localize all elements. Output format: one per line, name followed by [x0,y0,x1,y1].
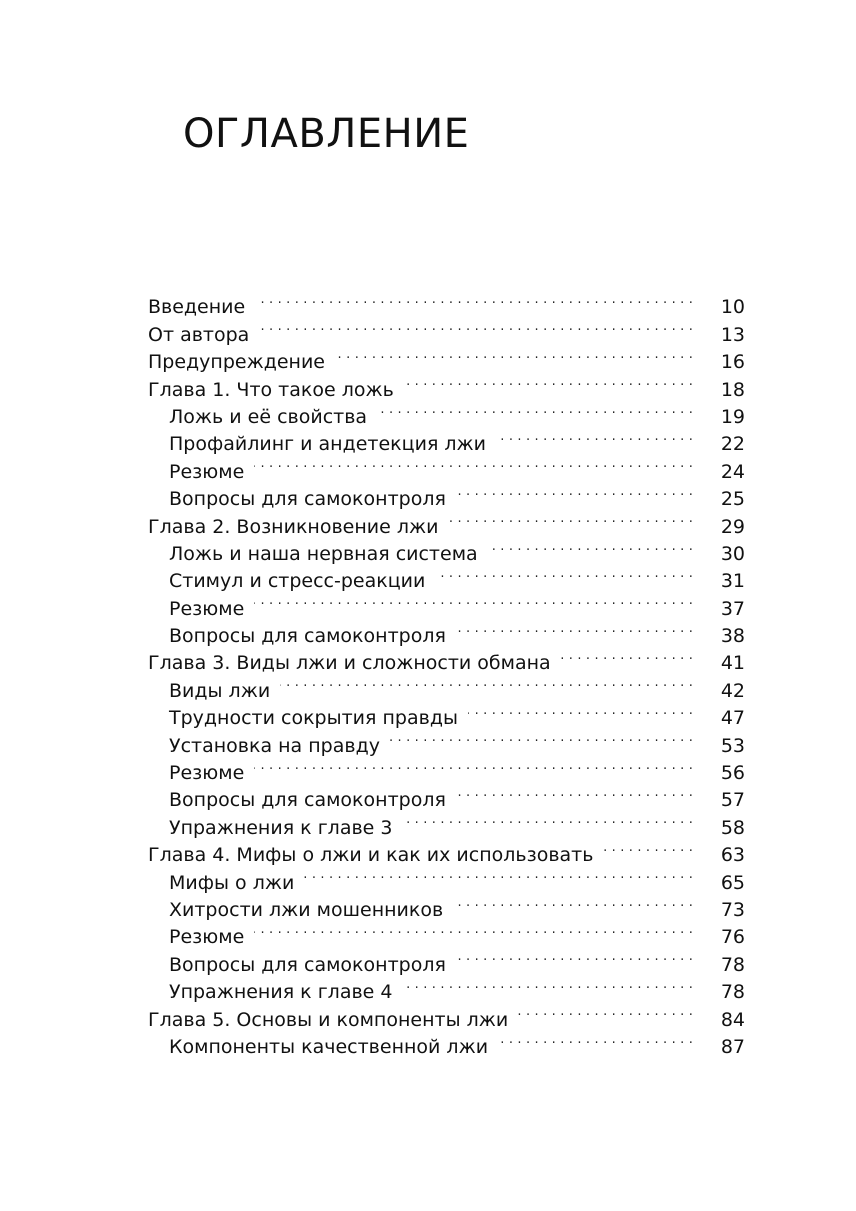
toc-entry-page: 78 [720,981,745,1004]
dot-leader [456,478,693,505]
toc-entry-label: Резюме [169,597,245,620]
toc-entry-label: Резюме [169,460,245,483]
dot-leader [456,943,693,970]
toc-entry-page: 30 [720,542,745,565]
toc-entry-label: Вопросы для самоконтроля [169,953,446,976]
dot-leader [448,505,693,532]
dot-leader [377,396,693,423]
toc-entry-label: Мифы о лжи [169,871,295,894]
toc-entry-label: Глава 1. Что такое ложь [148,378,394,401]
dot-leader [498,1026,693,1053]
toc-entry-page: 57 [720,789,745,812]
dot-leader [453,889,693,916]
toc-entry-page: 56 [720,762,745,785]
toc-entry-page: 29 [720,515,745,538]
toc-entry-label: Резюме [169,762,245,785]
dot-leader [404,368,693,395]
toc-entry-page: 31 [720,570,745,593]
toc-entry-page: 22 [720,433,745,456]
toc-entry-label: Введение [148,296,246,319]
dot-leader [254,587,693,614]
toc-entry-page: 16 [720,351,745,374]
toc-entry-page: 19 [720,405,745,428]
toc-entry-page: 10 [720,296,745,319]
toc-entry-label: Глава 3. Виды лжи и сложности обмана [148,652,551,675]
dot-leader [402,806,693,833]
page-title: ОГЛАВЛЕНИЕ [183,111,470,157]
toc-entry-page: 47 [720,707,745,730]
dot-leader [335,341,693,368]
toc-entry-label: Глава 5. Основы и компоненты лжи [148,1008,509,1031]
toc-entry-label: Глава 2. Возникновение лжи [148,515,439,538]
dot-leader [390,724,693,751]
dot-leader [468,697,693,724]
toc-entry-page: 24 [720,460,745,483]
toc-entry-page: 25 [720,488,745,511]
toc-entry-label: Глава 4. Мифы о лжи и как их использовать [148,844,594,867]
dot-leader [435,560,693,587]
toc-entry-label: Компоненты качественной лжи [169,1035,489,1058]
toc-entry-label: Ложь и наша нервная система [169,542,478,565]
toc-entry[interactable] [148,286,745,319]
toc-entry-page: 41 [720,652,745,675]
dot-leader [254,916,693,943]
toc-entry-label: Упражнения к главе 3 [169,816,393,839]
dot-leader [280,669,693,696]
toc-entry-label: Резюме [169,926,245,949]
toc-entry-page: 58 [720,816,745,839]
dot-leader [254,752,693,779]
toc-entry-label: Ложь и её свойства [169,405,368,428]
toc-entry-page: 37 [720,597,745,620]
dot-leader [255,286,693,313]
toc-entry-page: 65 [720,871,745,894]
toc-entry-page: 84 [720,1008,745,1031]
toc-entry-page: 73 [720,898,745,921]
toc-entry-label: Виды лжи [169,679,271,702]
dot-leader [496,423,693,450]
dot-leader [456,779,693,806]
dot-leader [518,998,693,1025]
toc-entry-page: 63 [720,844,745,867]
toc-entry-label: Хитрости лжи мошенников [169,898,444,921]
dot-leader [603,834,693,861]
toc-entry-page: 18 [720,378,745,401]
dot-leader [304,861,693,888]
toc-entry-page: 13 [720,323,745,346]
dot-leader [402,971,693,998]
toc-entry-label: Вопросы для самоконтроля [169,625,446,648]
toc-entry-page: 38 [720,625,745,648]
toc-entry-label: Вопросы для самоконтроля [169,488,446,511]
dot-leader [561,642,693,669]
toc-entry-label: Вопросы для самоконтроля [169,789,446,812]
toc-entry-label: Установка на правду [169,734,380,757]
toc-entry-label: Стимул и стресс-реакции [169,570,426,593]
toc-entry-label: Предупреждение [148,351,325,374]
dot-leader [488,533,693,560]
toc-entry-page: 76 [720,926,745,949]
toc-entry-label: От автора [148,323,250,346]
toc-entry-page: 78 [720,953,745,976]
toc-entry-label: Трудности сокрытия правды [169,707,458,730]
dot-leader [456,615,693,642]
toc-entry-page: 87 [720,1035,745,1058]
dot-leader [259,313,693,340]
toc-entry-label: Упражнения к главе 4 [169,981,393,1004]
table-of-contents [148,286,745,1058]
toc-entry-page: 42 [720,679,745,702]
toc-entry-page: 53 [720,734,745,757]
toc-entry-label: Профайлинг и андетекция лжи [169,433,487,456]
dot-leader [254,450,693,477]
